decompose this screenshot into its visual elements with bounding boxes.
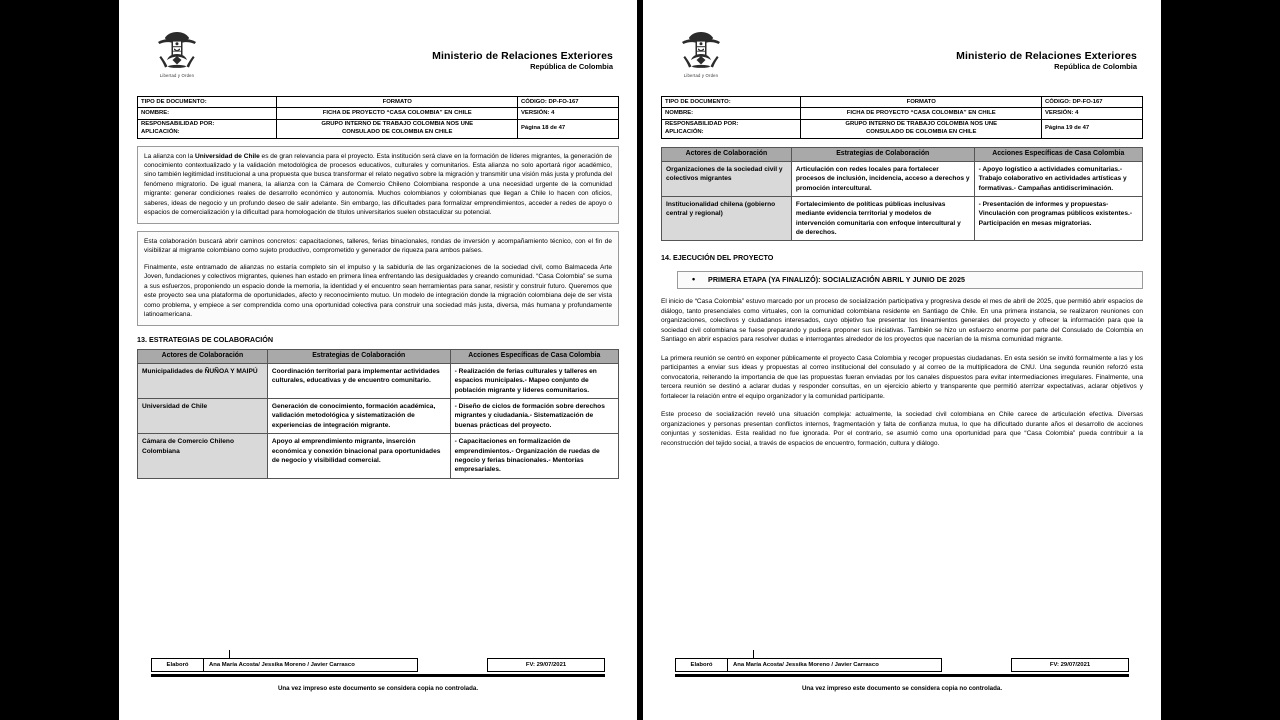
footer-note: Una vez impreso este documento se considera copia no controlada.	[801, 685, 1003, 692]
colombia-coat-of-arms-icon	[155, 30, 199, 72]
table-row	[138, 399, 619, 434]
strategies-table-left	[137, 349, 619, 479]
footer-author-names: Ana María Acosta/ Jessika Moreno / Javier Carrasco	[727, 658, 942, 672]
cell-strategy: Articulación con redes locales para fortalecer procesos de inclusión, incidencia, acceso a derechos y promoción intercultural.	[791, 161, 974, 196]
cell-actions: - Diseño de ciclos de formación sobre derechos migrantes y ciudadanía.- Sistematización de buenas prácticas del proyecto.	[450, 399, 618, 434]
footer-elaboro-label: Elaboró	[675, 658, 727, 672]
document-meta-table	[661, 96, 1143, 139]
cell-actor: Organizaciones de la sociedad civil y colectivos migrantes	[662, 161, 792, 196]
meta-row-nombre	[662, 108, 1143, 119]
meta-row-responsabilidad	[662, 119, 1143, 138]
meta-value-version: VERSIÓN: 4	[517, 108, 618, 119]
paragraph: Finalmente, este entramado de alianzas no estaría completo sin el impulso y la sabiduría de las organizaciones de la sociedad civil, como Balmaceda Arte Joven, fundaciones y colectivos migrantes, quienes han estado en primera línea enfrentando las desigualdades y creando comunidad. “Casa Colombia” se suma a sus esfuerzos, proponiendo un espacio donde la memoria, la identidad y el encuentro sean herramientas para sanar, resistir y construir futuro. Queremos que este proyecto sea una plataforma de oportunidades, afecto y reconocimiento mutuo. Un modelo de integración donde la migración colombiana deje de ser vista como problema, y empiece a ser comprendida como una oportunidad colectiva para construir una sociedad más justa, diversa, más humana y profundamente latinoamericana.	[144, 263, 612, 319]
cell-actor: Cámara de Comercio Chileno Colombiana	[138, 434, 268, 478]
meta-row-tipo	[138, 97, 619, 108]
column-header-estrategias: Estrategias de Colaboración	[791, 147, 974, 161]
meta-value-grupo: GRUPO INTERNO DE TRABAJO COLOMBIA NOS UNE	[845, 121, 998, 128]
document-page-19	[643, 0, 1161, 720]
section-title-14: 14. EJECUCIÓN DEL PROYECTO	[661, 253, 774, 263]
table-header-row	[138, 349, 619, 363]
footer-elaboro-label: Elaboró	[151, 658, 203, 672]
page-number: Página 18 de 47	[517, 119, 618, 138]
column-header-acciones: Acciones Específicas de Casa Colombia	[450, 349, 618, 363]
country-name: República de Colombia	[530, 62, 613, 72]
cell-strategy: Generación de conocimiento, formación académica, validación metodológica y sistematización de experiencias de integración migrante.	[267, 399, 450, 434]
meta-value-ficha: FICHA DE PROYECTO “CASA COLOMBIA” EN CHILE	[277, 108, 518, 119]
cell-actions: - Realización de ferias culturales y talleres en espacios municipales.- Mapeo conjunto de población migrante y lideres comunitarios.	[450, 364, 618, 399]
meta-label-responsabilidad-line1: RESPONSABILIDAD POR:	[665, 121, 739, 128]
footer-note: Una vez impreso este documento se considera copia no controlada.	[277, 685, 479, 692]
meta-label-responsabilidad	[662, 119, 801, 138]
section-title-13: 13. ESTRATEGIAS DE COLABORACIÓN	[137, 334, 274, 344]
meta-value-version: VERSIÓN: 4	[1041, 108, 1142, 119]
cell-strategy: Fortalecimiento de políticas públicas inclusivas mediante evidencia territorial y modelos de intervención comunitaria con enfoque intercultural y de derechos.	[791, 196, 974, 240]
ministry-title	[956, 50, 1143, 72]
meta-value-formato: FORMATO	[801, 97, 1042, 108]
meta-label-nombre: NOMBRE:	[138, 108, 277, 119]
page-header	[137, 30, 619, 92]
meta-label-responsabilidad-line1: RESPONSABILIDAD POR:	[141, 121, 215, 128]
colombia-coat-of-arms-icon	[679, 30, 723, 72]
column-header-actores: Actores de Colaboración	[662, 147, 792, 161]
paragraph-block-alianzas	[137, 146, 619, 224]
page-footer	[137, 658, 619, 692]
meta-label-tipo: TIPO DE DOCUMENTO:	[138, 97, 277, 108]
column-header-acciones: Acciones Específicas de Casa Colombia	[974, 147, 1142, 161]
meta-label-aplicacion-line2: APLICACIÓN:	[141, 128, 180, 135]
footer-fv-date: FV: 29/07/2021	[1011, 658, 1129, 672]
document-page-18	[119, 0, 637, 720]
page-header	[661, 30, 1143, 92]
cell-actor: Municipalidades de ÑUÑOA Y MAIPÚ	[138, 364, 268, 399]
page-number: Página 19 de 47	[1041, 119, 1142, 138]
meta-value-ficha: FICHA DE PROYECTO “CASA COLOMBIA” EN CHILE	[801, 108, 1042, 119]
meta-label-tipo: TIPO DE DOCUMENTO:	[662, 97, 801, 108]
paragraph: Esta colaboración buscará abrir caminos concretos: capacitaciones, talleres, ferias binacionales, rondas de inversión y acompañamiento técnico, con el fin de visibilizar al migrante colombiano como sujeto productivo, comprometido y generador de riqueza para ambos países.	[144, 237, 612, 255]
meta-value-consulado: CONSULADO DE COLOMBIA EN CHILE	[342, 128, 453, 135]
table-row	[138, 364, 619, 399]
ministry-name: Ministerio de Relaciones Exteriores	[432, 50, 613, 62]
page-footer	[661, 658, 1143, 692]
meta-value-codigo: CÓDIGO: DP-FO-167	[517, 97, 618, 108]
coat-of-arms-block	[149, 30, 205, 78]
bullet-primera-etapa: • PRIMERA ETAPA (YA FINALIZÓ): SOCIALIZACIÓN ABRIL Y JUNIO DE 2025	[677, 271, 1143, 289]
meta-value-codigo: CÓDIGO: DP-FO-167	[1041, 97, 1142, 108]
paragraph: La primera reunión se centró en exponer públicamente el proyecto Casa Colombia y recoger propuestas ciudadanas. En esta sesión se invitó formalmente a las y los participantes a enviar sus ideas y propuestas al correo institucional del consulado y al correo de la multiplicadora de CNU. Una segunda reunión reforzó esta convocatoria, reiterando la importancia de que las propuestas fueran enviadas por los canales dispuestos para evitar intermediaciones irregulares. Finalmente, una tercera reunión se destinó a aclarar dudas y responder consultas, en un ejercicio abierto y transparente que permitió aterrizar expectativas, aclarar objetivos y fortalecer la relación entre el equipo organizador y la comunidad participante.	[661, 354, 1143, 400]
footer-divider	[675, 674, 1129, 677]
country-name: República de Colombia	[1054, 62, 1137, 72]
document-meta-table	[137, 96, 619, 139]
table-row	[662, 161, 1143, 196]
footer-divider	[151, 674, 605, 677]
meta-label-aplicacion-line2: APLICACIÓN:	[665, 128, 704, 135]
meta-label-responsabilidad	[138, 119, 277, 138]
footer-signature-row	[151, 658, 605, 672]
strategies-table-right	[661, 147, 1143, 242]
cell-actions: - Capacitaciones en formalización de emprendimientos.- Organización de ruedas de negocio y ferias binacionales.- Mentorías empresariales.	[450, 434, 618, 478]
cell-actor: Institucionalidad chilena (gobierno central y regional)	[662, 196, 792, 240]
ministry-title	[432, 50, 619, 72]
table-row	[138, 434, 619, 478]
meta-value-formato: FORMATO	[277, 97, 518, 108]
paragraph-block-colaboracion	[137, 231, 619, 326]
footer-tick-mark	[229, 650, 230, 658]
paragraph: La alianza con la Universidad de Chile es de gran relevancia para el proyecto. Esta institución será clave en la formación de líderes migrantes, la generación de conocimiento contextualizado y la validación metodológica de procesos educativos, culturales y comunitarios. Esta alianza no solo aportará rigor académico, sino también legitimidad institucional a una propuesta que busca transformar el relato negativo sobre la migración y transmitir una visión más justa y profunda del fenómeno migratorio. De igual manera, la alianza con la Cámara de Comercio Chileno Colombiana responde a una necesidad urgente de la comunidad migrante: generar condiciones reales de desarrollo económico y autonomía. Muchos colombianos y colombianas que llegan a Chile lo hacen con oficios, saberes, ideas de negocio y un profundo deseo de salir adelante. Sin embargo, las dificultades para formalizar emprendimientos, acceder a redes de apoyo o espacios de comercialización y la dificultad para homologación de títulos universitarios suelen obstaculizar su potencial.	[144, 152, 613, 217]
footer-tick-mark	[753, 650, 754, 658]
column-header-actores: Actores de Colaboración	[138, 349, 268, 363]
footer-fv-date: FV: 29/07/2021	[487, 658, 605, 672]
table-row	[662, 196, 1143, 240]
column-header-estrategias: Estrategias de Colaboración	[267, 349, 450, 363]
paragraph: Este proceso de socialización reveló una situación compleja: actualmente, la sociedad civil colombiana en Chile carece de articulación efectiva. Diversas organizaciones y personas presentan conflictos internos, fragmentación y falta de confianza mutua, lo que ha dificultado durante años el desarrollo de acciones conjuntas y sostenidas. Esta realidad no fue ignorada. Por el contrario, se asumió como una oportunidad para que “Casa Colombia” pueda contribuir a la reconstrucción del tejido social, a través de espacios de encuentro, formación, cultura y diálogo.	[661, 411, 1143, 447]
meta-value-responsable	[277, 119, 518, 138]
meta-row-tipo	[662, 97, 1143, 108]
emblem-motto: Libertad y Orden	[683, 73, 719, 78]
cell-strategy: Coordinación territorial para implementar actividades culturales, educativas y de encuentro comunitario.	[267, 364, 450, 399]
coat-of-arms-block	[673, 30, 729, 78]
meta-row-nombre	[138, 108, 619, 119]
table-header-row	[662, 147, 1143, 161]
cell-actions: - Presentación de informes y propuestas- Vinculación con programas públicos existentes.- Participación en mesas migratorias.	[974, 196, 1142, 240]
meta-row-responsabilidad	[138, 119, 619, 138]
footer-signature-row	[675, 658, 1129, 672]
cell-actions: - Apoyo logístico a actividades comunitarias.- Trabajo colaborativo en actividades artísticas y formativas.- Campañas antidiscriminación.	[974, 161, 1142, 196]
paragraph: El inicio de “Casa Colombia” estuvo marcado por un proceso de socialización participativa y progresiva desde el mes de abril de 2025, que permitió abrir espacios de diálogo, tanto presenciales como virtuales, con la comunidad colombiana residente en Santiago de Chile. En una primera instancia, se realizaron reuniones con organizaciones, colectivos y ciudadanos interesados, cuyo objetivo fue presentar los lineamientos generales del proyecto y ofrecer la información para que la sociedad civil colombiana se fuese preparando y pudiera proponer sus iniciativas. También se hizo un esfuerzo enorme por parte del Consulado de Colombia en Santiago en abrir espacios para resolver dudas e interrogantes alrededor de los proyectos que nacerían de la misma comunidad migrante.	[661, 298, 1143, 344]
cell-strategy: Apoyo al emprendimiento migrante, inserción económica y conexión binacional para oportunidades de negocio y visibilidad comercial.	[267, 434, 450, 478]
emblem-motto: Libertad y Orden	[159, 73, 195, 78]
footer-author-names: Ana María Acosta/ Jessika Moreno / Javier Carrasco	[203, 658, 418, 672]
meta-label-nombre: NOMBRE:	[662, 108, 801, 119]
meta-value-consulado: CONSULADO DE COLOMBIA EN CHILE	[866, 128, 977, 135]
meta-value-grupo: GRUPO INTERNO DE TRABAJO COLOMBIA NOS UNE	[321, 121, 474, 128]
cell-actor: Universidad de Chile	[138, 399, 268, 434]
meta-value-responsable	[801, 119, 1042, 138]
ministry-name: Ministerio de Relaciones Exteriores	[956, 50, 1137, 62]
